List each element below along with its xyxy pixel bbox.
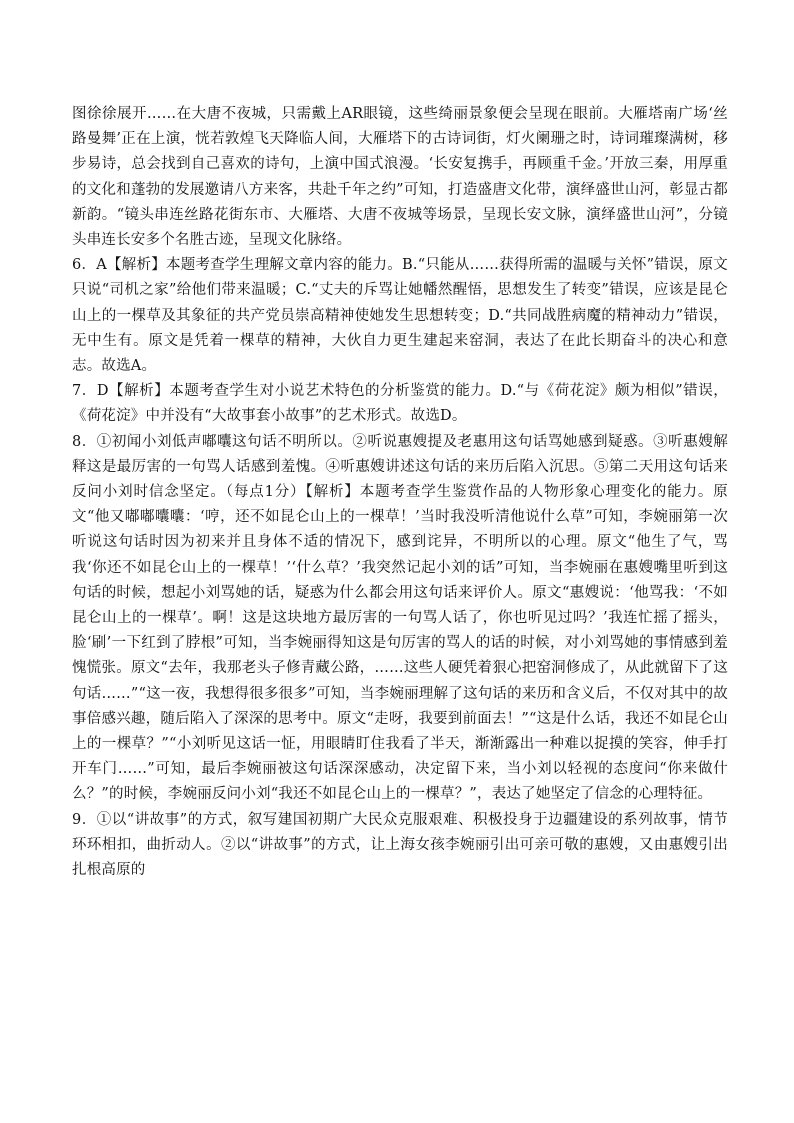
paragraph-question-9: 9．①以“讲故事”的方式，叙写建国初期广大民众克服艰难、积极投身于边疆建设的系列故事，情节环环相扣，曲折动人。②以“讲故事”的方式，让上海女孩李婉丽引出可亲可敬的惠嫂，又由惠嫂引出扎根高原的: [72, 811, 728, 879]
answer-explanation-body: [72, 102, 728, 883]
paragraph-question-8: 8．①初闻小刘低声嘟囔这句话不明所以。②听说惠嫂提及老惠用这句话骂她感到疑惑。③听惠嫂解释这是最厉害的一句骂人话感到羞愧。④听惠嫂讲述这句话的来历后陷入沉思。⑤第二天用这句话来反问小刘时信念坚定。（每点1分）【解析】本题考查学生鉴赏作品的人物形象心理变化的能力。原文“他又嘟嘟囔囔：‘哼，还不如昆仑山上的一棵草！’当时我没听清他说什么草”可知，李婉丽第一次听说这句话时因为初来并且身体不适的情况下，感到诧异，不明所以的心理。原文“他生了气，骂我‘你还不如昆仑山上的一棵草！’‘什么草？’我突然记起小刘的话”可知，当李婉丽在惠嫂嘴里听到这句话的时候，想起小刘骂她的话，疑惑为什么都会用这句话来评价人。原文“惠嫂说：‘他骂我：‘不如昆仑山上的一棵草’。啊！这是这块地方最厉害的一句骂人话了，你也听见过吗？’我连忙摇了摇头，脸‘刷’一下红到了脖根”可知，当李婉丽得知这是句厉害的骂人的话的时候，对小刘骂她的事情感到羞愧慌张。原文“去年，我那老头子修青藏公路，……这些人硬凭着狠心把窑洞修成了，从此就留下了这句话……”“这一夜，我想得很多很多”可知，当李婉丽理解了这句话的来历和含义后，不仅对其中的故事倍感兴趣，随后陷入了深深的思考中。原文“走呀，我要到前面去！”“这是什么话，我还不如昆仑山上的一棵草？”“小刘听见这话一怔，用眼睛盯住我看了半天，渐渐露出一种难以捉摸的笑容，伸手打开车门……”可知，最后李婉丽被这句话深深感动，决定留下来，当小刘以轻视的态度问“你来做什么？”的时候，李婉丽反问小刘“我还不如昆仑山上的一棵草？”，表达了她坚定了信念的心理特征。: [72, 433, 728, 803]
paragraph-question-7: 7．D【解析】本题考查学生对小说艺术特色的分析鉴赏的能力。D.“与《荷花淀》颇为相似”错误，《荷花淀》中并没有“大故事套小故事”的艺术形式。故选D。: [72, 383, 728, 425]
paragraph-5-continuation: 图徐徐展开……在大唐不夜城，只需戴上AR眼镜，这些绮丽景象便会呈现在眼前。大雁塔南广场‘丝路曼舞’正在上演，恍若敦煌飞天降临人间，大雁塔下的古诗词街，灯火阑珊之时，诗词璀璨满树，移步易诗，总会找到自己喜欢的诗句，上演中国式浪漫。‘长安复携手，再顾重千金。’开放三秦，用厚重的文化和蓬勃的发展邀请八方来客，共赴千年之约”可知，打造盛唐文化带，演绎盛世山河，彰显古都新韵。“镜头串连丝路花街东市、大雁塔、大唐不夜城等场景，呈现长安文脉，演绎盛世山河”，分镜头串连长安多个名胜古迹，呈现文化脉络。: [72, 106, 728, 249]
paragraph-question-6: 6．A【解析】本题考查学生理解文章内容的能力。B.“只能从……获得所需的温暖与关怀”错误，原文只说“司机之家”给他们带来温暖；C.“丈夫的斥骂让她幡然醒悟，思想发生了转变”错误，应该是昆仑山上的一棵草及其象征的共产党员崇高精神使她发生思想转变；D.“共同战胜病魔的精神动力”错误，无中生有。原文是凭着一棵草的精神，大伙自力更生建起来窑洞，表达了在此长期奋斗的决心和意志。故选A。: [72, 257, 728, 375]
